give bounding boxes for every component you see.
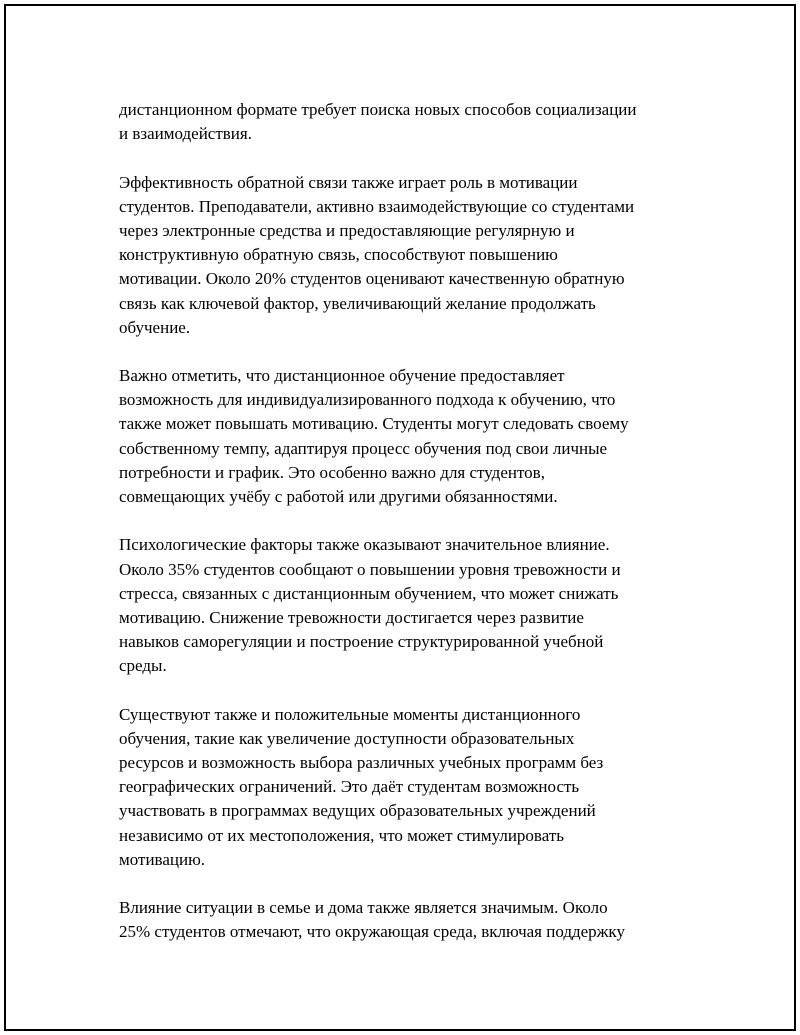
text-line: обучения, такие как увеличение доступности образовательных — [119, 728, 575, 748]
text-line: также может повышать мотивацию. Студенты могут следовать своему — [119, 414, 629, 434]
paragraph-individual-approach — [119, 364, 699, 509]
paragraph-socialization — [119, 98, 699, 146]
text-line: навыков саморегуляции и построение структурированной учебной — [119, 632, 604, 652]
text-line: Около 35% студентов сообщают о повышении уровня тревожности и — [119, 559, 621, 579]
page-frame — [4, 4, 796, 1031]
text-line: собственному темпу, адаптируя процесс обучения под свои личные — [119, 438, 608, 458]
text-line: конструктивную обратную связь, способствуют повышению — [119, 245, 558, 265]
text-line: через электронные средства и предоставляющие регулярную и — [119, 220, 575, 240]
text-line: ресурсов и возможность выбора различных учебных программ без — [119, 753, 604, 773]
paragraph-positive-aspects — [119, 703, 699, 872]
document-body — [119, 98, 699, 969]
text-line: Существуют также и положительные моменты дистанционного — [119, 704, 581, 724]
text-line: совмещающих учёбу с работой или другими обязанностями. — [119, 487, 558, 506]
text-line: обучение. — [119, 317, 191, 337]
text-line: Эффективность обратной связи также играет роль в мотивации — [119, 172, 578, 192]
paragraph-family-environment — [119, 896, 699, 944]
text-line: мотивацию. — [119, 849, 206, 869]
text-line: Важно отметить, что дистанционное обучение предоставляет — [119, 366, 565, 386]
text-line: среды. — [119, 656, 167, 676]
text-line: стресса, связанных с дистанционным обучением, что может снижать — [119, 583, 619, 603]
text-line: потребности и график. Это особенно важно для студентов, — [119, 462, 545, 482]
text-line: Влияние ситуации в семье и дома также является значимым. Около — [119, 898, 608, 918]
text-line: географических ограничений. Это даёт студентам возможность — [119, 777, 580, 797]
text-line: студентов. Преподаватели, активно взаимодействующие со студентами — [119, 196, 635, 216]
text-line: 25% студентов отмечают, что окружающая среда, включая поддержку — [119, 922, 625, 942]
text-line: Психологические факторы также оказывают значительное влияние. — [119, 535, 610, 555]
paragraph-feedback — [119, 171, 699, 340]
paragraph-psychological-factors — [119, 533, 699, 678]
text-line: независимо от их местоположения, что может стимулировать — [119, 825, 565, 845]
text-line: возможность для индивидуализированного подхода к обучению, что — [119, 390, 616, 410]
text-line: и взаимодействия. — [119, 124, 252, 144]
text-line: связь как ключевой фактор, увеличивающий желание продолжать — [119, 293, 596, 313]
text-line: дистанционном формате требует поиска новых способов социализации — [119, 100, 637, 119]
text-line: мотивацию. Снижение тревожности достигается через развитие — [119, 607, 584, 627]
text-line: мотивации. Около 20% студентов оценивают качественную обратную — [119, 269, 625, 289]
text-line: участвовать в программах ведущих образовательных учреждений — [119, 801, 596, 821]
